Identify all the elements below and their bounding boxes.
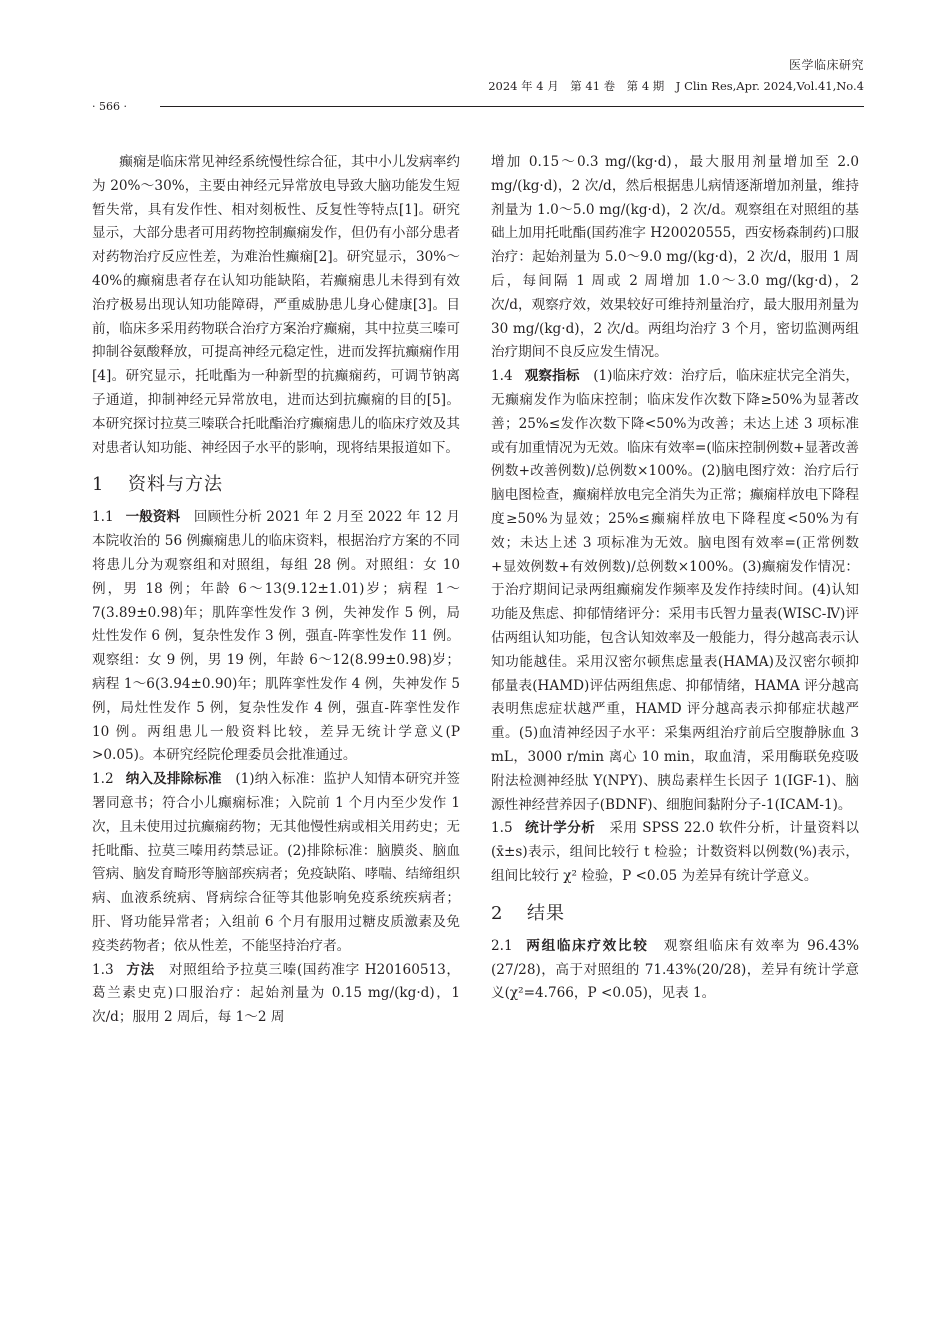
section-1-heading — [92, 464, 460, 506]
left-column — [92, 151, 460, 1030]
subsection-1-2 — [92, 768, 460, 958]
subsection-title: 观察指标 — [524, 368, 580, 385]
subsection-2-1 — [491, 935, 859, 1006]
section-title: 资料与方法 — [128, 474, 223, 496]
subsection-1-3-continued: 增加 0.15～0.3 mg/(kg·d)，最大服用剂量增加至 2.0 mg/(kg·d)，2 次/d，然后根据患儿病情逐渐增加剂量，维持剂量为 1.0～5.0 mg/(kg·d)，2 次/d。观察组在对照组的基础上加用托吡酯(国药准字 H20020555，西安杨森制药)口服治疗：起始剂量为 5.0～9.0 mg/(kg·d)，2 次/d，服用 1 周后，每间隔 1 周或 2 周增加 1.0～3.0 mg/(kg·d)，2 次/d，观察疗效，效果较好可维持剂量治疗，最大服用剂量为 30 mg/(kg·d)，2 次/d。两组均治疗 3 个月，密切监测两组治疗期间不良反应发生情况。 — [491, 154, 859, 361]
subsection-title: 一般资料 — [125, 509, 181, 526]
section-title: 结果 — [527, 902, 565, 924]
section-2-heading — [491, 893, 859, 935]
subsection-title: 统计学分析 — [524, 820, 596, 837]
subsection-1-5 — [491, 817, 859, 888]
section-number: 1 — [92, 474, 105, 496]
subsection-title: 方法 — [125, 961, 155, 978]
subsection-title: 两组临床疗效比较 — [524, 937, 649, 954]
subsection-text: 采用 SPSS 22.0 软件分析，计量资料以(x̄±s)表示，组间比较行 t 检验；计数资料以例数(%)表示，组间比较行 χ² 检验，P <0.05 为差异有统计学意义。 — [491, 820, 860, 884]
subsection-text: (1)临床疗效：治疗后，临床症状完全消失，无癫痫发作为临床控制；临床发作次数下降≥50%为显著改善；25%≤发作次数下降<50%为改善；未达上述 3 项标准或有加重情况为无效。临床有效率=(临床控制例数+显著改善例数+改善例数)/总例数×100%。(2)脑电图疗效：治疗后行脑电图检查，癫痫样放电完全消失为正常；癫痫样放电下降程度≥50%为显效；25%≤癫痫样放电下降程度<50%为有效；未达上述 3 项标准为无效。脑电图有效率=(正常例数+显效例数+有效例数)/总例数×100%。(3)癫痫发作情况：于治疗期间记录两组癫痫发作频率及发作持续时间。(4)认知功能及焦虑、抑郁情绪评分：采用韦氏智力量表(WISC-Ⅳ)评估两组认知功能，包含认知效率及一般能力，得分越高表示认知功能越佳。采用汉密尔顿焦虑量表(HAMA)及汉密尔顿抑郁量表(HAMD)评估两组焦虑、抑郁情绪，HAMA 评分越高表明焦虑症状越严重，HAMD 评分越高表示抑郁症状越严重。(5)血清神经因子水平：采集两组治疗前后空腹静脉血 3 mL，3000 r/min 离心 10 min，取血清，采用酶联免疫吸附法检测神经肽 Y(NPY)、胰岛素样生长因子 1(IGF-1)、脑源性神经营养因子(BDNF)、细胞间黏附分子-1(ICAM-1)。 — [491, 368, 860, 813]
subsection-text: 观察组临床有效率为 96.43%(27/28)，高于对照组的 71.43%(20/28)，差异有统计学意义(χ²=4.766，P <0.05)，见表 1。 — [491, 937, 860, 1002]
subsection-number: 1.4 — [491, 368, 513, 385]
subsection-number: 1.3 — [92, 961, 114, 978]
subsection-title: 纳入及排除标准 — [125, 771, 222, 788]
subsection-1-3 — [92, 959, 460, 1030]
subsection-1-4 — [491, 365, 859, 817]
subsection-number: 1.5 — [491, 820, 513, 837]
subsection-text: (1)纳入标准：监护人知情本研究并签署同意书；符合小儿癫痫标准；入院前 1 个月内至少发作 1 次，且未使用过抗癫痫药物；无其他慢性病或相关用药史；无托吡酯、拉莫三嗪用药禁忌证。(2)排除标准：脑膜炎、脑血管病、脑发育畸形等脑部疾病者；免疫缺陷、哮喘、结缔组织病、血液系统病、肾病综合征等其他影响免疫系统疾病者；肝、肾功能异常者；入组前 6 个月有服用过糖皮质激素及免疫类药物者；依从性差，不能坚持治疗者。 — [92, 771, 461, 954]
right-column — [491, 151, 859, 1006]
subsection-text: 回顾性分析 2021 年 2 月至 2022 年 12 月本院收治的 56 例癫痫患儿的临床资料，根据治疗方案的不同将患儿分为观察组和对照组，每组 28 例。对照组：女 10 例，男 18 例；年龄 6～13(9.12±1.01)岁；病程 1～7(3.89±0.98)年；肌阵挛性发作 3 例，失神发作 5 例，局灶性发作 6 例，复杂性发作 3 例，强直-阵挛性发作 11 例。观察组：女 9 例，男 19 例，年龄 6～12(8.99±0.98)岁；病程 1～6(3.94±0.90)年；肌阵挛性发作 4 例，失神发作 5 例，局灶性发作 5 例，复杂性发作 4 例，强直-阵挛性发作 10 例。两组患儿一般资料比较，差异无统计学意义(P >0.05)。本研究经院伦理委员会批准通过。 — [92, 509, 461, 764]
subsection-1-1 — [92, 506, 460, 768]
intro-paragraph: 癫痫是临床常见神经系统慢性综合征，其中小儿发病率约为 20%～30%，主要由神经元异常放电导致大脑功能发生短暂失常，具有发作性、相对刻板性、反复性等特点[1]。研究显示，大部分患者可用药物控制癫痫发作，但仍有小部分患者对药物治疗反应性差，为难治性癫痫[2]。研究显示，30%～40%的癫痫患者存在认知功能缺陷，若癫痫患儿未得到有效治疗极易出现认知功能障碍，严重威胁患儿身心健康[3]。目前，临床多采用药物联合治疗方案治疗癫痫，其中拉莫三嗪可抑制谷氨酸释放，可提高神经元稳定性，进而发挥抗癫痫作用[4]。研究显示，托吡酯为一种新型的抗癫痫药，可调节钠离子通道，抑制神经元异常放电，进而达到抗癫痫的目的[5]。本研究探讨拉莫三嗪联合托吡酯治疗癫痫患儿的临床疗效及其对患者认知功能、神经因子水平的影响，现将结果报道如下。 — [92, 154, 460, 456]
section-number: 2 — [491, 902, 504, 924]
subsection-number: 2.1 — [491, 937, 513, 954]
journal-name: 医学临床研究 — [788, 58, 864, 72]
subsection-number: 1.1 — [92, 509, 114, 526]
subsection-number: 1.2 — [92, 771, 114, 788]
header-rule — [160, 106, 864, 107]
subsection-text: 对照组给予拉莫三嗪(国药准字 H20160513，葛兰素史克)口服治疗：起始剂量为 0.15 mg/(kg·d)，1 次/d；服用 2 周后，每 1～2 周 — [92, 961, 461, 1026]
page-number: · 566 · — [92, 100, 127, 113]
issue-info: 2024 年 4 月 第 41 卷 第 4 期 J Clin Res,Apr. 2024,Vol.41,No.4 — [488, 79, 864, 93]
